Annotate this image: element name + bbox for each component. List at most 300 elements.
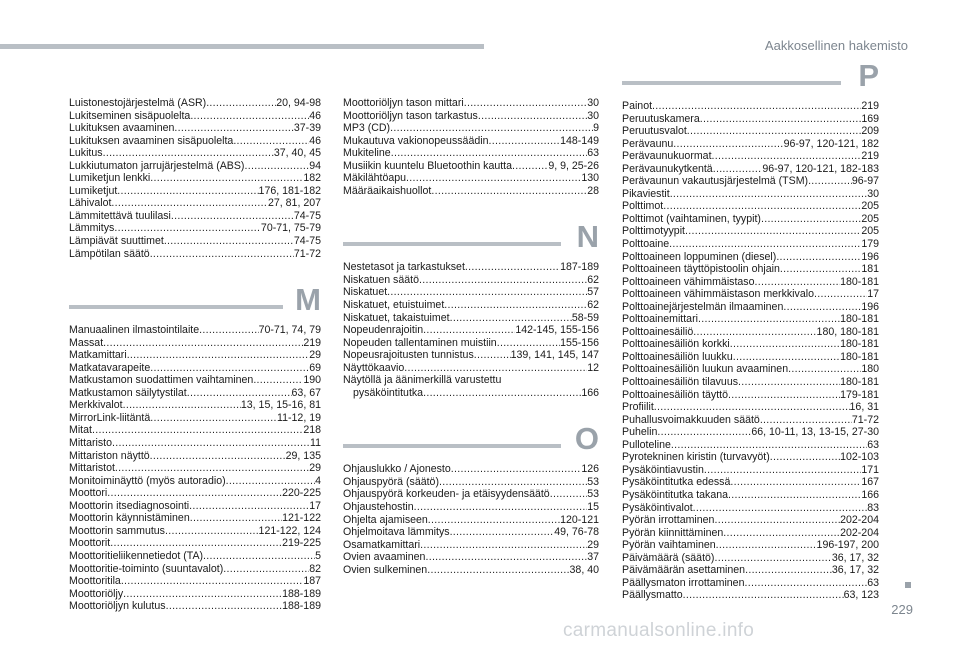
- entry-pages: 187-189: [560, 261, 599, 274]
- entry-leader: [203, 550, 315, 563]
- entry-pages: 36, 17, 32: [831, 564, 879, 577]
- entry-term: Monitoiminäyttö (myös autoradio): [69, 474, 226, 487]
- index-entry: [69, 588, 321, 601]
- entry-leader: [420, 539, 587, 552]
- entry-term: Polttoainesäiliön tilavuus: [622, 376, 739, 389]
- index-entry: [69, 500, 321, 513]
- entry-leader: [206, 97, 276, 110]
- entry-leader: [652, 100, 861, 113]
- entry-leader: [123, 399, 241, 412]
- entry-term: Polttoaineen loppuminen (diesel): [622, 250, 777, 263]
- entry-leader: [390, 122, 593, 135]
- entry-term: Merkkivalot: [69, 399, 123, 412]
- entry-pages: 180-181: [840, 376, 879, 389]
- entry-group-l: [69, 97, 321, 260]
- entry-pages: 29: [309, 462, 321, 475]
- header-rule: [0, 44, 484, 49]
- section-letter: P: [858, 58, 879, 93]
- entry-leader: [780, 263, 861, 276]
- entry-term: Polttoainesäiliön täyttö: [622, 388, 729, 401]
- entry-pages: 30: [587, 109, 599, 122]
- index-entry: [622, 213, 879, 226]
- index-entry: [69, 222, 321, 235]
- index-entry: [69, 424, 321, 437]
- entry-leader: [150, 412, 277, 425]
- entry-leader: [783, 301, 861, 314]
- entry-leader: [419, 274, 587, 287]
- entry-term-cont: pysäköintitutka: [353, 386, 424, 399]
- entry-term: Polttoainesäiliön luukun avaaminen: [622, 363, 789, 376]
- entry-group-m-cont: [343, 97, 599, 197]
- index-entry: [69, 235, 321, 248]
- section-rule: [343, 242, 561, 246]
- entry-term: Moottori: [69, 487, 108, 500]
- entry-term: Luistonestojärjestelmä (ASR): [69, 97, 207, 109]
- entry-pages: 142-145, 155-156: [515, 324, 599, 337]
- entry-leader: [150, 362, 309, 375]
- entry-term: Lähivalot: [69, 197, 112, 210]
- entry-leader: [685, 225, 861, 238]
- entry-leader: [171, 210, 294, 223]
- entry-term: Ohjauslukko / Ajonesto: [343, 463, 451, 476]
- entry-pages: 219-225: [282, 537, 321, 550]
- entry-leader: [760, 414, 852, 427]
- index-entry: [69, 462, 321, 475]
- index-entry: [622, 577, 879, 590]
- entry-leader: [776, 251, 861, 264]
- index-entry: [69, 450, 321, 463]
- entry-pages: 121-122, 124: [258, 524, 321, 537]
- entry-pages: 126: [581, 463, 599, 476]
- index-column-1: [69, 97, 321, 613]
- entry-term: Polttimot (vaihtaminen, tyypit): [622, 212, 761, 225]
- index-entry: [69, 160, 321, 173]
- entry-leader: [704, 464, 861, 477]
- entry-pages: 71-72: [293, 247, 321, 260]
- entry-pages: 38, 40: [569, 563, 599, 576]
- entry-leader: [663, 200, 861, 213]
- entry-pages: 62: [587, 299, 599, 312]
- entry-leader: [728, 489, 861, 502]
- entry-term: Näytöllä ja äänimerkillä varustettu: [343, 374, 502, 387]
- entry-term: Moottoritie-toiminto (suuntavalot): [69, 562, 224, 575]
- entry-term: Mittariston näyttö: [69, 449, 150, 462]
- entry-term: Perävaunukuormat: [622, 150, 712, 163]
- index-entry: [622, 188, 879, 201]
- entry-leader: [465, 261, 560, 274]
- entry-pages: 202-204: [840, 526, 879, 539]
- entry-pages: 166: [861, 488, 879, 501]
- entry-pages: 74-75: [293, 209, 321, 222]
- entry-leader: [733, 351, 840, 364]
- entry-pages: 28: [587, 184, 599, 197]
- entry-leader: [187, 387, 292, 400]
- entry-leader: [387, 286, 587, 299]
- entry-term: Moottorin käynnistäminen: [69, 512, 190, 525]
- entry-leader: [233, 135, 309, 148]
- entry-leader: [92, 424, 303, 437]
- index-entry: [343, 299, 599, 312]
- entry-pages: 74-75: [293, 235, 321, 248]
- section-letter-o: [343, 419, 599, 463]
- entry-term: MP3 (CD): [343, 122, 391, 135]
- entry-pages: 63: [587, 147, 599, 160]
- entry-leader: [730, 476, 861, 489]
- index-entry: [69, 412, 321, 425]
- entry-leader: [404, 362, 587, 375]
- entry-term: Peruutusvalot: [622, 125, 687, 138]
- entry-pages: 63: [867, 438, 879, 451]
- entry-leader: [478, 110, 587, 123]
- index-entry: [69, 575, 321, 588]
- entry-leader: [439, 476, 587, 489]
- entry-term: Lumiketjun lenkki: [69, 172, 151, 185]
- entry-term: Niskatuet, etuistuimet: [343, 299, 445, 312]
- entry-term: Moottorin itsediagnosointi: [69, 499, 190, 512]
- entry-pages: 180: [861, 363, 879, 376]
- index-entry: [622, 489, 879, 502]
- entry-term: Pyörän irrottaminen: [622, 514, 715, 527]
- entry-pages: 20, 94-98: [276, 97, 321, 109]
- index-entry: [622, 276, 879, 289]
- entry-term: Matkustamon säilytystilat: [69, 386, 187, 399]
- index-entry: [622, 514, 879, 527]
- entry-leader: [738, 376, 840, 389]
- entry-leader: [693, 502, 868, 515]
- entry-term: Moottoritila: [69, 575, 121, 588]
- index-entry: [343, 514, 599, 527]
- entry-leader: [406, 172, 581, 185]
- entry-pages: 29, 135: [285, 449, 321, 462]
- index-entry: [69, 122, 321, 135]
- entry-pages: 196: [861, 300, 879, 313]
- entry-leader: [693, 326, 816, 339]
- index-entry: [343, 526, 599, 539]
- entry-pages: 218: [303, 424, 321, 437]
- entry-leader: [687, 125, 862, 138]
- entry-term: Näyttökaavio: [343, 361, 405, 374]
- entry-leader: [654, 401, 850, 414]
- entry-term: Polttimot: [622, 200, 664, 213]
- entry-term: Ohjauspyörä (säätö): [343, 475, 439, 488]
- entry-term: Moottorit: [69, 537, 111, 550]
- entry-leader: [391, 147, 588, 160]
- entry-pages: 82: [309, 562, 321, 575]
- entry-leader: [112, 437, 310, 450]
- entry-term: Painot: [622, 100, 653, 112]
- entry-pages: 121-122: [282, 512, 321, 525]
- index-entry: [622, 351, 879, 364]
- entry-term: Lukituksen avaaminen sisäpuolelta: [69, 134, 234, 147]
- index-entry: [343, 476, 599, 489]
- entry-pages: 46: [309, 134, 321, 147]
- index-entry: [69, 147, 321, 160]
- entry-pages: 15: [587, 501, 599, 514]
- entry-term: Moottorin sammutus: [69, 524, 165, 537]
- entry-leader: [716, 539, 817, 552]
- index-entry: [343, 135, 599, 148]
- index-entry: [622, 401, 879, 414]
- entry-pages: 102-103: [840, 451, 879, 464]
- index-entry: [622, 225, 879, 238]
- entry-pages: 11-12, 19: [277, 411, 321, 424]
- entry-term: Lukituksen avaaminen: [69, 122, 175, 135]
- entry-pages: 37: [587, 551, 599, 564]
- entry-term: Pyörän vaihtaminen: [622, 539, 716, 552]
- index-entry: [343, 362, 599, 375]
- entry-term: Puhelin: [622, 426, 658, 439]
- entry-term: Polttimotyypit: [622, 225, 685, 238]
- index-entry: [622, 502, 879, 515]
- entry-pages: 96-97, 120-121, 182: [783, 137, 879, 150]
- index-entry: [69, 349, 321, 362]
- entry-term: Lämmitys: [69, 222, 115, 235]
- entry-pages: 70-71, 75-79: [260, 222, 321, 235]
- index-entry: [343, 564, 599, 577]
- entry-pages: 176, 181-182: [258, 184, 321, 197]
- entry-pages: 182: [303, 172, 321, 185]
- entry-leader: [713, 163, 763, 176]
- index-entry: [622, 389, 879, 402]
- entry-pages: 11: [310, 437, 321, 450]
- entry-term: Päällysmaton irrottaminen: [622, 576, 745, 589]
- entry-pages: 30: [867, 187, 879, 200]
- entry-leader: [114, 222, 261, 235]
- entry-term: Lumiketjut: [69, 184, 118, 197]
- entry-term: Mitat: [69, 424, 92, 437]
- entry-pages: 16, 31: [849, 401, 879, 414]
- entry-pages: 63, 123: [843, 589, 879, 602]
- entry-term: Lämpiävät suuttimet: [69, 235, 164, 248]
- index-entry: [343, 501, 599, 514]
- index-entry: [69, 563, 321, 576]
- index-entry-multiline: [343, 374, 599, 399]
- section-letter: N: [576, 219, 599, 255]
- entry-pages: 209: [861, 125, 879, 138]
- index-entry: [622, 150, 879, 163]
- index-entry: [622, 527, 879, 540]
- index-entry: [69, 337, 321, 350]
- entry-term: Lukitus: [69, 147, 103, 160]
- entry-leader: [423, 324, 515, 337]
- entry-pages: 49, 76-78: [554, 526, 599, 539]
- entry-pages: 36, 17, 32: [831, 551, 879, 564]
- entry-leader: [755, 276, 841, 289]
- entry-pages: 57: [587, 286, 599, 299]
- entry-leader: [174, 122, 293, 135]
- entry-leader: [761, 213, 861, 226]
- entry-pages: 155-156: [560, 336, 599, 349]
- entry-pages: 180-181: [840, 338, 879, 351]
- entry-term: Polttoainesäiliön korkki: [622, 338, 730, 351]
- entry-term: Mittaristot: [69, 462, 115, 475]
- entry-term: Matkamittari: [69, 349, 127, 362]
- entry-term: Moottoriöljy: [69, 587, 124, 600]
- entry-term: Lämmitettävä tuulilasi: [69, 209, 171, 222]
- entry-pages: 202-204: [840, 514, 879, 527]
- index-entry: [622, 113, 879, 126]
- index-entry: [622, 138, 879, 151]
- entry-pages: 71-72: [851, 413, 879, 426]
- entry-term: Lämpötilan säätö: [69, 247, 150, 260]
- index-entry: [622, 376, 879, 389]
- entry-leader: [714, 552, 831, 565]
- index-entry: [69, 374, 321, 387]
- entry-term: Määräaikaishuollot: [343, 184, 432, 197]
- index-entry: [69, 512, 321, 525]
- entry-pages: 4: [315, 474, 321, 487]
- entry-pages: 181: [861, 263, 879, 276]
- entry-pages: 37-39: [293, 122, 321, 135]
- entry-leader: [700, 113, 862, 126]
- index-entry: [69, 185, 321, 198]
- entry-term: Mukiteline: [343, 147, 391, 160]
- index-entry: [69, 550, 321, 563]
- entry-pages: 180-181: [840, 275, 879, 288]
- entry-leader: [111, 197, 268, 210]
- entry-term: Polttoaine: [622, 238, 670, 251]
- entry-term: Ohjauspyörä korkeuden- ja etäisyydensäätö: [343, 488, 550, 501]
- index-entry: [343, 97, 599, 110]
- index-entry: [622, 564, 879, 577]
- index-entry: [343, 274, 599, 287]
- entry-pages: 70-71, 74, 79: [258, 324, 321, 337]
- entry-leader: [428, 514, 560, 527]
- entry-pages: 180, 180-181: [816, 325, 879, 338]
- index-entry: [69, 537, 321, 550]
- index-entry: [69, 525, 321, 538]
- entry-leader: [450, 312, 572, 325]
- section-rule: [69, 305, 283, 309]
- entry-leader: [670, 188, 868, 201]
- entry-pages: 69: [309, 361, 321, 374]
- entry-term: Perävaunukytkentä: [622, 162, 713, 175]
- entry-pages: 17: [309, 499, 321, 512]
- entry-pages: 94: [309, 159, 321, 172]
- index-entry: [343, 261, 599, 274]
- entry-leader: [788, 363, 861, 376]
- entry-leader: [464, 97, 588, 110]
- entry-leader: [115, 462, 309, 475]
- entry-term: Polttoaineen vähimmäistason merkkivalo: [622, 288, 814, 301]
- index-entry: [69, 487, 321, 500]
- entry-term: Matkustamon suodattimen vaihtaminen: [69, 374, 254, 387]
- entry-leader: [423, 387, 581, 400]
- entry-pages: 196-197, 200: [816, 539, 879, 552]
- index-entry: [622, 200, 879, 213]
- index-entry: [343, 349, 599, 362]
- entry-term: Mäkilähtöapu: [343, 172, 407, 185]
- entry-term: Niskatuen säätö: [343, 273, 419, 286]
- entry-pages: 187: [303, 575, 321, 588]
- index-entry: [69, 475, 321, 488]
- index-entry: [622, 589, 879, 602]
- entry-term: Osamatkamittari: [343, 538, 421, 551]
- entry-leader: [669, 238, 861, 251]
- index-entry: [69, 135, 321, 148]
- index-entry: [622, 288, 879, 301]
- index-entry: [343, 185, 599, 198]
- entry-pages: 62: [587, 273, 599, 286]
- entry-leader: [431, 185, 587, 198]
- entry-group-m: [69, 324, 321, 613]
- entry-pages: 169: [861, 112, 879, 125]
- entry-term: Nopeuden tallentaminen muistiin: [343, 336, 497, 349]
- entry-leader: [657, 426, 751, 439]
- entry-pages: 5: [315, 549, 321, 562]
- entry-term: Matkatavarapeite: [69, 361, 151, 374]
- index-entry: [69, 324, 321, 337]
- entry-term: Puhallusvoimakkuuden säätö: [622, 413, 760, 426]
- entry-leader: [427, 564, 569, 577]
- index-entry: [343, 539, 599, 552]
- index-entry: [69, 248, 321, 261]
- entry-term: Mittaristo: [69, 437, 112, 450]
- index-column-3: [622, 56, 879, 602]
- index-entry: [69, 387, 321, 400]
- index-entry: [343, 147, 599, 160]
- entry-pages: 166: [581, 386, 599, 399]
- entry-leader: [730, 338, 840, 351]
- entry-leader: [107, 487, 282, 500]
- entry-pages: 63, 67: [291, 386, 321, 399]
- index-entry: [622, 163, 879, 176]
- entry-term: Moottoriöljyn tason mittari: [343, 97, 464, 109]
- entry-pages: 13, 15, 15-16, 81: [240, 399, 321, 412]
- entry-pages: 46: [309, 109, 321, 122]
- entry-pages: 9, 9, 25-26: [548, 159, 599, 172]
- index-entry: [622, 476, 879, 489]
- entry-leader: [714, 514, 840, 527]
- entry-term: Massat: [69, 336, 104, 349]
- entry-term: Ovien avaaminen: [343, 551, 426, 564]
- entry-term: Ohjaustehostin: [343, 501, 414, 514]
- entry-pages: 190: [303, 374, 321, 387]
- entry-group-o: [343, 463, 599, 576]
- entry-leader: [451, 463, 582, 476]
- entry-term: Perävaunu: [622, 137, 674, 150]
- index-entry: [343, 160, 599, 173]
- entry-pages: 196: [861, 250, 879, 263]
- entry-term: Päivämäärä (säätö): [622, 551, 715, 564]
- entry-pages: 17: [867, 288, 879, 301]
- entry-pages: 27, 81, 207: [267, 197, 321, 210]
- entry-term: Lukitseminen sisäpuolelta: [69, 109, 191, 122]
- entry-pages: 148-149: [560, 134, 599, 147]
- entry-pages: 220-225: [282, 487, 321, 500]
- entry-term: Moottoriöljyn tason tarkastus: [343, 109, 478, 122]
- entry-leader: [450, 526, 555, 539]
- entry-leader: [512, 160, 548, 173]
- entry-leader: [150, 248, 294, 261]
- entry-term: Pikaviestit: [622, 187, 670, 200]
- entry-leader: [474, 349, 511, 362]
- entry-term: Päällysmatto: [622, 589, 683, 602]
- entry-leader: [444, 299, 587, 312]
- entry-leader: [103, 147, 274, 160]
- index-column-2: [343, 97, 599, 576]
- entry-leader: [166, 600, 283, 613]
- entry-leader: [199, 324, 258, 337]
- entry-leader: [723, 527, 840, 540]
- entry-term: Pysäköintitutka edessä: [622, 476, 731, 489]
- entry-term: MirrorLink-liitäntä: [69, 411, 151, 424]
- index-entry: [69, 362, 321, 375]
- section-letter-n: [343, 217, 599, 261]
- entry-term: Pulloteline: [622, 438, 671, 451]
- index-entry: [622, 552, 879, 565]
- entry-leader: [223, 563, 309, 576]
